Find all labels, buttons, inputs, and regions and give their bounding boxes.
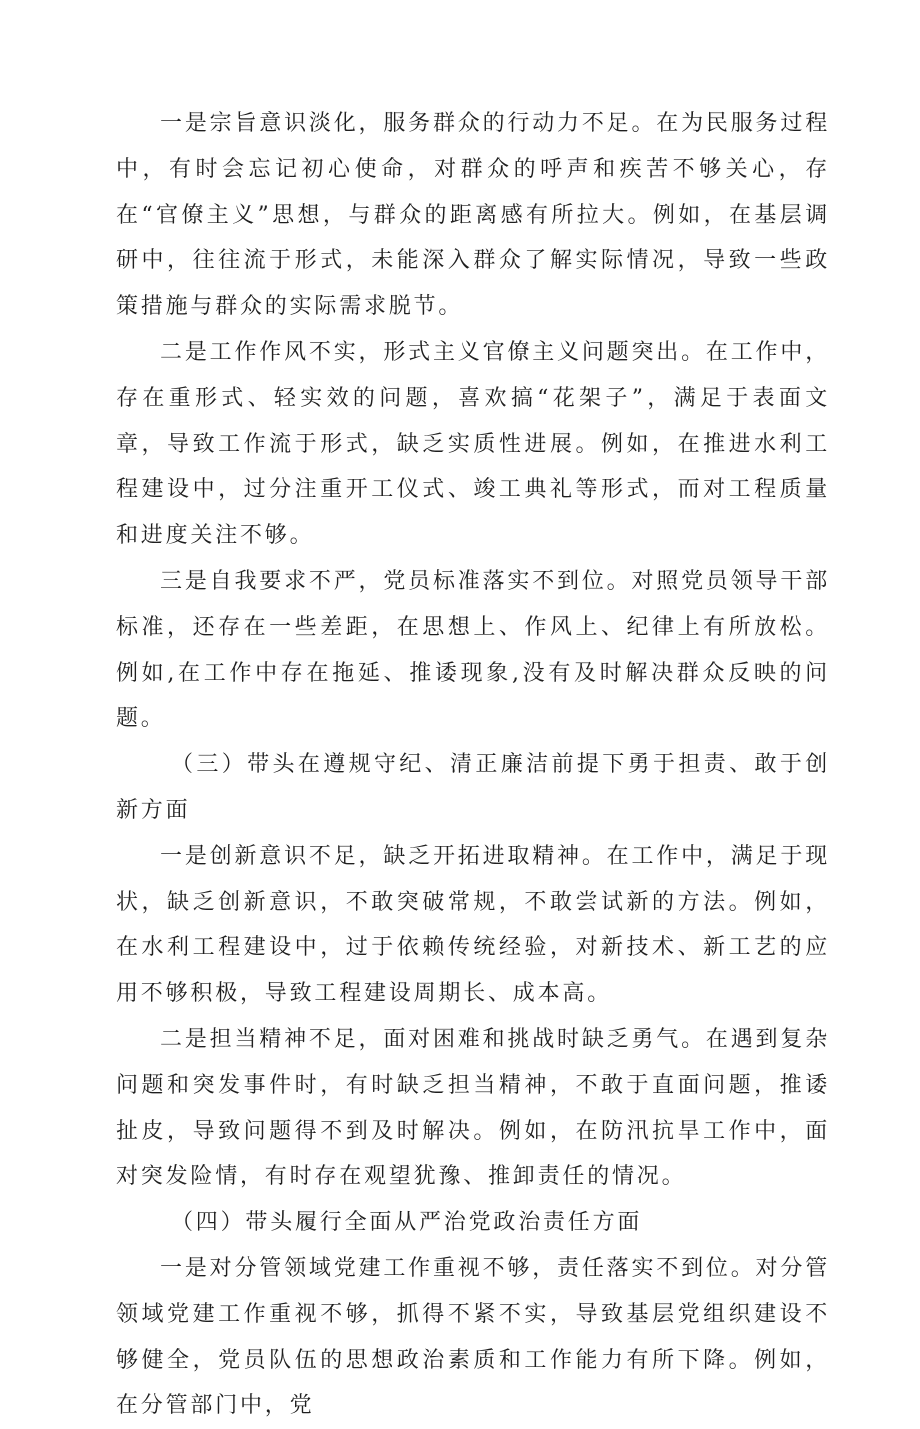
paragraph-self-requirement: 三是自我要求不严，党员标准落实不到位。对照党员领导干部标准，还存在一些差距，在思想上、作风上、纪律上有所放松。例如,在工作中存在拖延、推诿现象,没有及时解决群众反映的问题。 xyxy=(116,568,830,732)
paragraph-innovation: 一是创新意识不足，缺乏开拓进取精神。在工作中，满足于现状，缺乏创新意识，不敢突破常规，不敢尝试新的方法。例如，在水利工程建设中，过于依赖传统经验，对新技术、新工艺的应用不够积极，导致工程建设周期长、成本高。 xyxy=(116,843,830,1007)
paragraph-responsibility: 二是担当精神不足，面对困难和挑战时缺乏勇气。在遇到复杂问题和突发事件时，有时缺乏担当精神，不敢于直面问题，推诿扯皮，导致问题得不到及时解决。例如，在防汛抗旱工作中，面对突发险情，有时存在观望犹豫、推卸责任的情况。 xyxy=(116,1026,830,1190)
section-heading-4: （四）带头履行全面从严治党政治责任方面 xyxy=(171,1210,643,1236)
paragraph-work-style: 二是工作作风不实，形式主义官僚主义问题突出。在工作中，存在重形式、轻实效的问题，喜欢搞“花架子”，满足于表面文章，导致工作流于形式，缺乏实质性进展。例如，在推进水利工程建设中，过分注重开工仪式、竣工典礼等形式，而对工程质量和进度关注不够。 xyxy=(116,339,830,549)
document-body xyxy=(116,101,830,1429)
paragraph-party-building: 一是对分管领域党建工作重视不够，责任落实不到位。对分管领域党建工作重视不够，抓得不紧不实，导致基层党组织建设不够健全，党员队伍的思想政治素质和工作能力有所下降。例如，在分管部门中，党 xyxy=(116,1255,830,1419)
paragraph-purpose-awareness: 一是宗旨意识淡化，服务群众的行动力不足。在为民服务过程中，有时会忘记初心使命，对群众的呼声和疾苦不够关心，存在“官僚主义”思想，与群众的距离感有所拉大。例如，在基层调研中，往往流于形式，未能深入群众了解实际情况，导致一些政策措施与群众的实际需求脱节。 xyxy=(116,111,830,320)
section-heading-3: （三）带头在遵规守纪、清正廉洁前提下勇于担责、敢于创新方面 xyxy=(116,752,830,823)
